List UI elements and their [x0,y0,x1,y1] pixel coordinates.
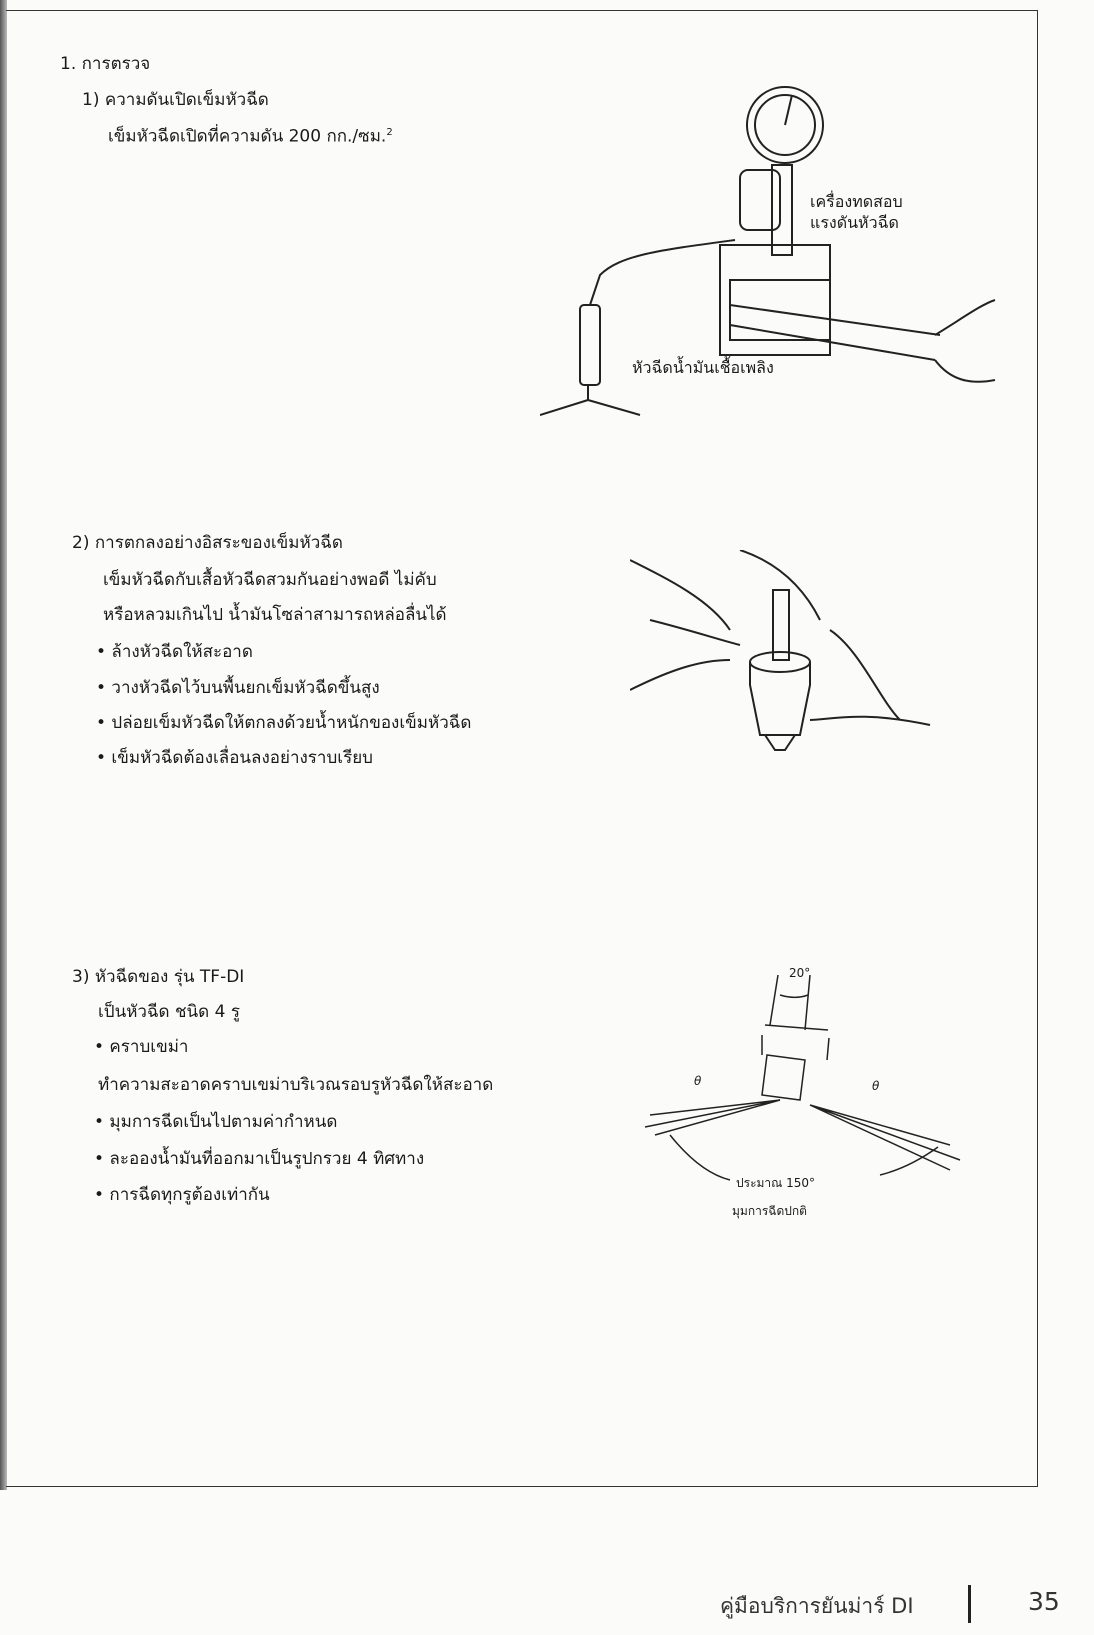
nozzle-needle-hand-illustration [630,550,950,790]
tilt-angle-label: 20° [789,966,811,980]
item-2-bullet: • ล้างหัวฉีดให้สะอาด [96,642,253,662]
footer-title: คู่มือบริการยันม่าร์ DI [720,1594,914,1618]
item-2-body-line: หรือหลวมเกินไป น้ำมันโซล่าสามารถหล่อลื่นได้ [103,605,447,625]
section-title: 1. การตรวจ [60,54,151,74]
spread-angle-label: ประมาณ 150° [736,1176,816,1190]
item-3-bullet: • การฉีดทุกรูต้องเท่ากัน [94,1185,270,1205]
tester-label [810,192,903,234]
item-1-heading: 1) ความดันเปิดเข็มหัวฉีด [82,90,269,110]
figure-caption: มุมการฉีดปกติ [732,1204,807,1218]
footer-divider [968,1585,971,1623]
injector-label: หัวฉีดน้ำมันเชื้อเพลิง [632,358,774,377]
item-2-bullet: • ปล่อยเข็มหัวฉีดให้ตกลงด้วยน้ำหนักของเข็มหัวฉีด [96,713,472,733]
item-3-bullet: • มุมการฉีดเป็นไปตามค่ากำหนด [94,1112,338,1132]
item-3-bullet: • คราบเขม่า [94,1037,189,1057]
item-3-line: เป็นหัวฉีด ชนิด 4 รู [98,1002,240,1022]
tester-label-line-1: เครื่องทดสอบ [810,192,903,211]
item-2-body-line: เข็มหัวฉีดกับเสื้อหัวฉีดสวมกันอย่างพอดี ไม่คับ [103,570,437,590]
tester-label-line-2: แรงดันหัวฉีด [810,212,899,232]
pressure-tester-illustration [540,80,1000,440]
page-number: 35 [1028,1587,1060,1616]
spray-angle-diagram [630,975,980,1195]
superscript: 2 [386,127,393,138]
theta-label-right: θ [872,1079,880,1093]
item-2-bullet: • เข็มหัวฉีดต้องเลื่อนลงอย่างราบเรียบ [96,748,373,768]
item-3-line: ทำความสะอาดคราบเขม่าบริเวณรอบรูหัวฉีดให้สะอาด [98,1075,494,1095]
item-2-bullet: • วางหัวฉีดไว้บนพื้นยกเข็มหัวฉีดขึ้นสูง [96,678,380,698]
item-3-heading: 3) หัวฉีดของ รุ่น TF-DI [72,967,245,987]
item-1-body-text: เข็มหัวฉีดเปิดที่ความดัน 200 กก./ซม. [108,126,387,147]
item-3-bullet: • ละอองน้ำมันที่ออกมาเป็นรูปกรวย 4 ทิศทาง [94,1149,425,1169]
item-1-body [108,128,393,146]
item-2-heading: 2) การตกลงอย่างอิสระของเข็มหัวฉีด [72,533,343,553]
theta-label-left: θ [694,1074,702,1088]
